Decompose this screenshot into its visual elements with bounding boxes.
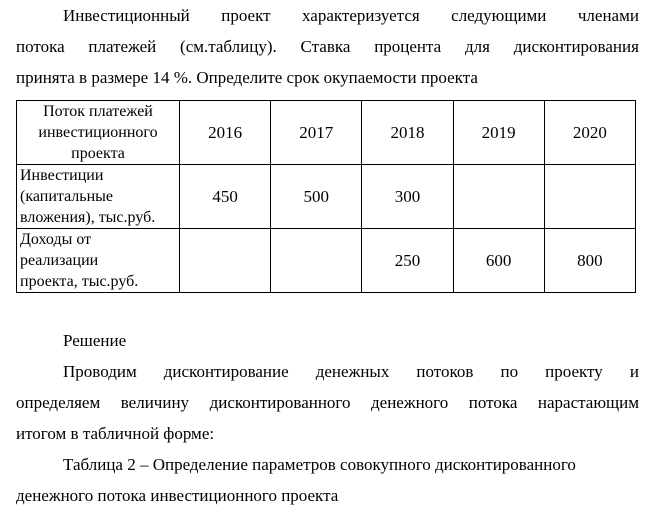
table-caption (16, 449, 639, 511)
word: дисконтирования (513, 37, 639, 56)
problem-line-1 (16, 0, 639, 31)
table-row-investments (17, 165, 636, 229)
year-header: 2016 (180, 101, 271, 165)
table-cell (180, 229, 271, 293)
word: денежного (371, 393, 449, 412)
word: и (629, 362, 639, 381)
solution-line-3: итогом в табличной форме: (16, 424, 215, 443)
table-cell: 250 (362, 229, 453, 293)
header-label-cell (17, 101, 180, 165)
cash-flow-table (16, 100, 636, 293)
solution-line-2 (16, 387, 639, 418)
word: нарастающим (537, 393, 639, 412)
word: денежных (315, 362, 390, 381)
word: процента (374, 37, 442, 56)
caption-line-2: денежного потока инвестиционного проекта (16, 486, 339, 505)
solution-heading (16, 325, 639, 356)
word: членами (577, 6, 639, 25)
problem-line-2 (16, 31, 639, 62)
row-label-cell (17, 165, 180, 229)
table-cell (453, 165, 544, 229)
year-header: 2019 (453, 101, 544, 165)
heading-text: Решение (63, 331, 127, 350)
table-header-row (17, 101, 636, 165)
row-label-line: Доходы от (20, 231, 92, 248)
row-label-line: вложения), тыс.руб. (20, 209, 156, 226)
row-label-cell (17, 229, 180, 293)
row-label-line: (капитальные (20, 188, 113, 205)
word: проект (221, 6, 271, 25)
solution-section (16, 325, 639, 511)
table-cell: 300 (362, 165, 453, 229)
year-header: 2017 (271, 101, 362, 165)
problem-statement (16, 0, 639, 93)
word: Ставка (300, 37, 351, 56)
table-cell (271, 229, 362, 293)
word: потока (16, 37, 65, 56)
row-label-line: Инвестиции (20, 167, 104, 184)
word: Инвестиционный (63, 6, 190, 25)
word: определяем (16, 393, 101, 412)
caption-line-1: Таблица 2 – Определение параметров совокупного дисконтированного (63, 455, 576, 474)
header-label-line: инвестиционного (38, 124, 158, 141)
solution-line-1 (16, 356, 639, 387)
year-header: 2018 (362, 101, 453, 165)
word: следующими (451, 6, 547, 25)
word: (см.таблицу). (180, 37, 277, 56)
table-cell: 500 (271, 165, 362, 229)
table-row-income (17, 229, 636, 293)
word: потоков (416, 362, 474, 381)
table-cell: 450 (180, 165, 271, 229)
problem-line-3: принята в размере 14 %. Определите срок окупаемости проекта (16, 68, 478, 87)
word: для (465, 37, 490, 56)
table-cell: 800 (544, 229, 635, 293)
word: величину (120, 393, 190, 412)
word: платежей (88, 37, 157, 56)
row-label-line: проекта, тыс.руб. (20, 273, 139, 290)
table-cell (544, 165, 635, 229)
word: дисконтированного (209, 393, 351, 412)
word: потока (468, 393, 518, 412)
word: Проводим (63, 362, 137, 381)
header-label-line: Поток платежей (43, 103, 153, 120)
header-label-line: проекта (71, 145, 125, 162)
word: по (500, 362, 519, 381)
word: проекту (545, 362, 603, 381)
word: характеризуется (302, 6, 420, 25)
row-label-line: реализации (20, 252, 99, 269)
table-cell: 600 (453, 229, 544, 293)
solution-paragraph (16, 356, 639, 449)
word: дисконтирование (163, 362, 289, 381)
year-header: 2020 (544, 101, 635, 165)
